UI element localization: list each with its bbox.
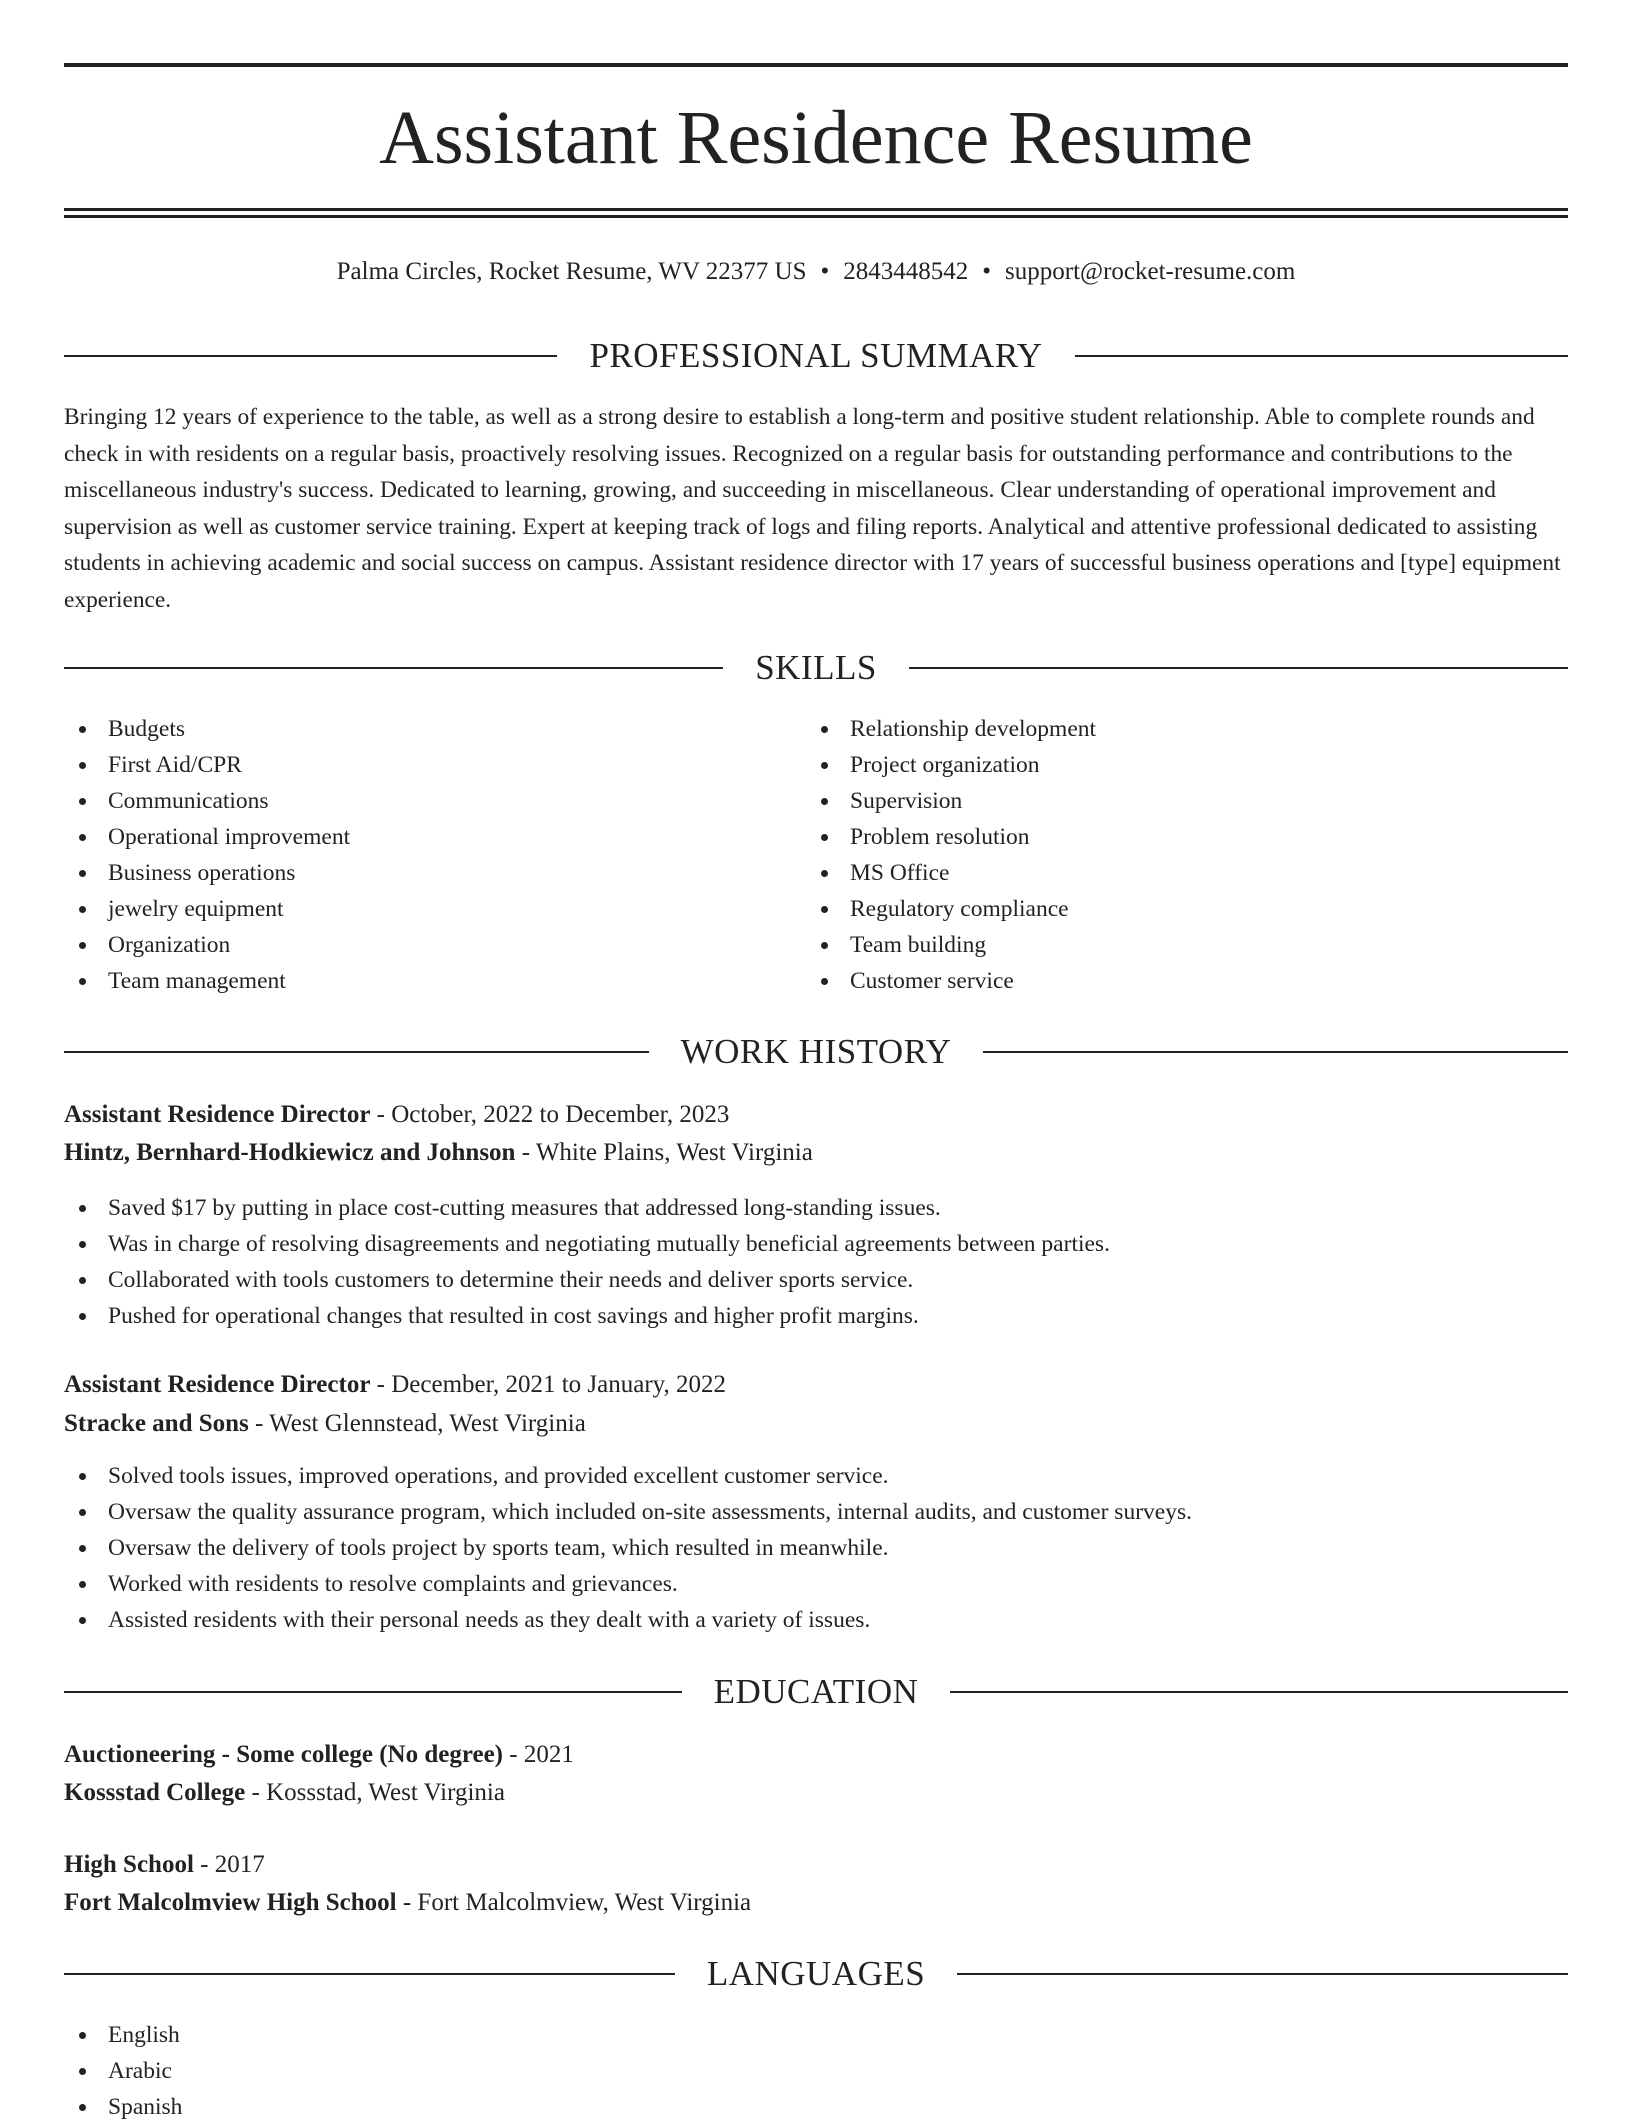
skill-item: Communications (64, 783, 784, 819)
job-bullet: Assisted residents with their personal needs as they dealt with a variety of issues. (64, 1602, 1568, 1638)
section-heading-education (64, 1670, 1568, 1714)
job-bullet: Was in charge of resolving disagreements and negotiating mutually beneficial agreements between parties. (64, 1226, 1568, 1262)
education-school-line (64, 1774, 505, 1812)
skill-item: Supervision (806, 783, 1566, 819)
skill-item: Operational improvement (64, 819, 784, 855)
job-location: - White Plains, West Virginia (515, 1139, 813, 1166)
job-title-line (64, 1366, 726, 1404)
education-location: - Fort Malcolmview, West Virginia (396, 1889, 752, 1916)
education-location: - Kossstad, West Virginia (245, 1779, 505, 1806)
language-item: Spanish (64, 2089, 784, 2125)
job-title: Assistant Residence Director (64, 1371, 371, 1398)
section-heading-summary (64, 334, 1568, 378)
education-school-line (64, 1884, 751, 1922)
job-bullet: Oversaw the quality assurance program, which included on-site assessments, internal audits, and customer surveys. (64, 1494, 1568, 1530)
skill-item: jewelry equipment (64, 891, 784, 927)
heading-rule (1075, 355, 1568, 357)
skill-item: Team management (64, 963, 784, 999)
section-heading-text: PROFESSIONAL SUMMARY (589, 336, 1043, 375)
job-company-line (64, 1134, 813, 1172)
job-location: - West Glennstead, West Virginia (248, 1410, 586, 1437)
heading-rule (64, 667, 723, 669)
skill-item: Budgets (64, 711, 784, 747)
education-degree: High School (64, 1851, 194, 1878)
header-rule-lower (64, 215, 1568, 218)
resume-title: Assistant Residence Resume (379, 96, 1253, 180)
job-company: Stracke and Sons (64, 1410, 249, 1437)
heading-rule (64, 1691, 682, 1693)
job-dates: - December, 2021 to January, 2022 (370, 1371, 727, 1398)
job-dates: - October, 2022 to December, 2023 (370, 1101, 730, 1128)
section-heading-languages (64, 1952, 1568, 1996)
section-heading-work-history (64, 1030, 1568, 1074)
heading-rule (950, 1691, 1568, 1693)
heading-rule (957, 1973, 1568, 1975)
skill-item: Problem resolution (806, 819, 1566, 855)
education-degree-line (64, 1846, 265, 1884)
skill-item: Business operations (64, 855, 784, 891)
skill-item: Relationship development (806, 711, 1566, 747)
section-heading-text: EDUCATION (713, 1672, 919, 1711)
job-bullet: Solved tools issues, improved operations, and provided excellent customer service. (64, 1458, 1568, 1494)
education-degree: Auctioneering - Some college (No degree) (64, 1741, 503, 1768)
job-bullets (64, 1190, 1568, 1334)
job-bullet: Collaborated with tools customers to determine their needs and deliver sports service. (64, 1262, 1568, 1298)
skill-item: MS Office (806, 855, 1566, 891)
job-bullet: Saved $17 by putting in place cost-cutting measures that addressed long-standing issues. (64, 1190, 1568, 1226)
job-title-line (64, 1096, 729, 1134)
skill-item: Organization (64, 927, 784, 963)
language-item: English (64, 2017, 784, 2053)
skill-item: Team building (806, 927, 1566, 963)
job-bullets (64, 1458, 1568, 1638)
header-top-rule (64, 63, 1568, 67)
heading-rule (64, 1973, 675, 1975)
summary-text: Bringing 12 years of experience to the table, as well as a strong desire to establish a long-term and positive student relationship. Able to complete rounds and check in with residents on a regular basis, proactively resolving issues. Recognized on a regular basis for outstanding performance and contributions to the miscellaneous industry's success. Dedicated to learning, growing, and succeeding in miscellaneous. Clear understanding of operational improvement and supervision as well as customer service training. Expert at keeping track of logs and filing reports. Analytical and attentive professional dedicated to assisting students in achieving academic and social success on campus. Assistant residence director with 17 years of successful business operations and [type] equipment experience. (64, 404, 1561, 613)
skill-item: Project organization (806, 747, 1566, 783)
contact-line (64, 252, 1568, 292)
skill-item: First Aid/CPR (64, 747, 784, 783)
job-bullet: Oversaw the delivery of tools project by sports team, which resulted in meanwhile. (64, 1530, 1568, 1566)
skills-column-left (64, 711, 784, 999)
job-title: Assistant Residence Director (64, 1101, 371, 1128)
education-degree-line (64, 1736, 574, 1774)
heading-rule (909, 667, 1568, 669)
section-heading-text: SKILLS (755, 648, 877, 687)
contact-separator: • (820, 258, 830, 285)
contact-separator: • (982, 258, 992, 285)
skills-column-right (806, 711, 1566, 999)
education-year: - 2017 (193, 1851, 265, 1878)
contact-phone: 2843448542 (843, 258, 969, 285)
heading-rule (64, 355, 557, 357)
education-school: Kossstad College (64, 1779, 246, 1806)
education-year: - 2021 (503, 1741, 574, 1768)
section-heading-text: LANGUAGES (706, 1954, 926, 1993)
job-bullet: Worked with residents to resolve complaints and grievances. (64, 1566, 1568, 1602)
contact-email: support@rocket-resume.com (1005, 258, 1296, 285)
skill-item: Customer service (806, 963, 1566, 999)
skill-item: Regulatory compliance (806, 891, 1566, 927)
header-rule-upper (64, 208, 1568, 211)
job-bullet: Pushed for operational changes that resulted in cost savings and higher profit margins. (64, 1298, 1568, 1334)
language-item: Arabic (64, 2053, 784, 2089)
heading-rule (64, 1051, 649, 1053)
heading-rule (983, 1051, 1568, 1053)
section-heading-text: WORK HISTORY (680, 1032, 952, 1071)
education-school: Fort Malcolmview High School (64, 1889, 397, 1916)
languages-list (64, 2017, 784, 2125)
section-heading-skills (64, 646, 1568, 690)
job-company-line (64, 1405, 586, 1443)
contact-address: Palma Circles, Rocket Resume, WV 22377 US (336, 258, 807, 285)
job-company: Hintz, Bernhard-Hodkiewicz and Johnson (64, 1139, 516, 1166)
